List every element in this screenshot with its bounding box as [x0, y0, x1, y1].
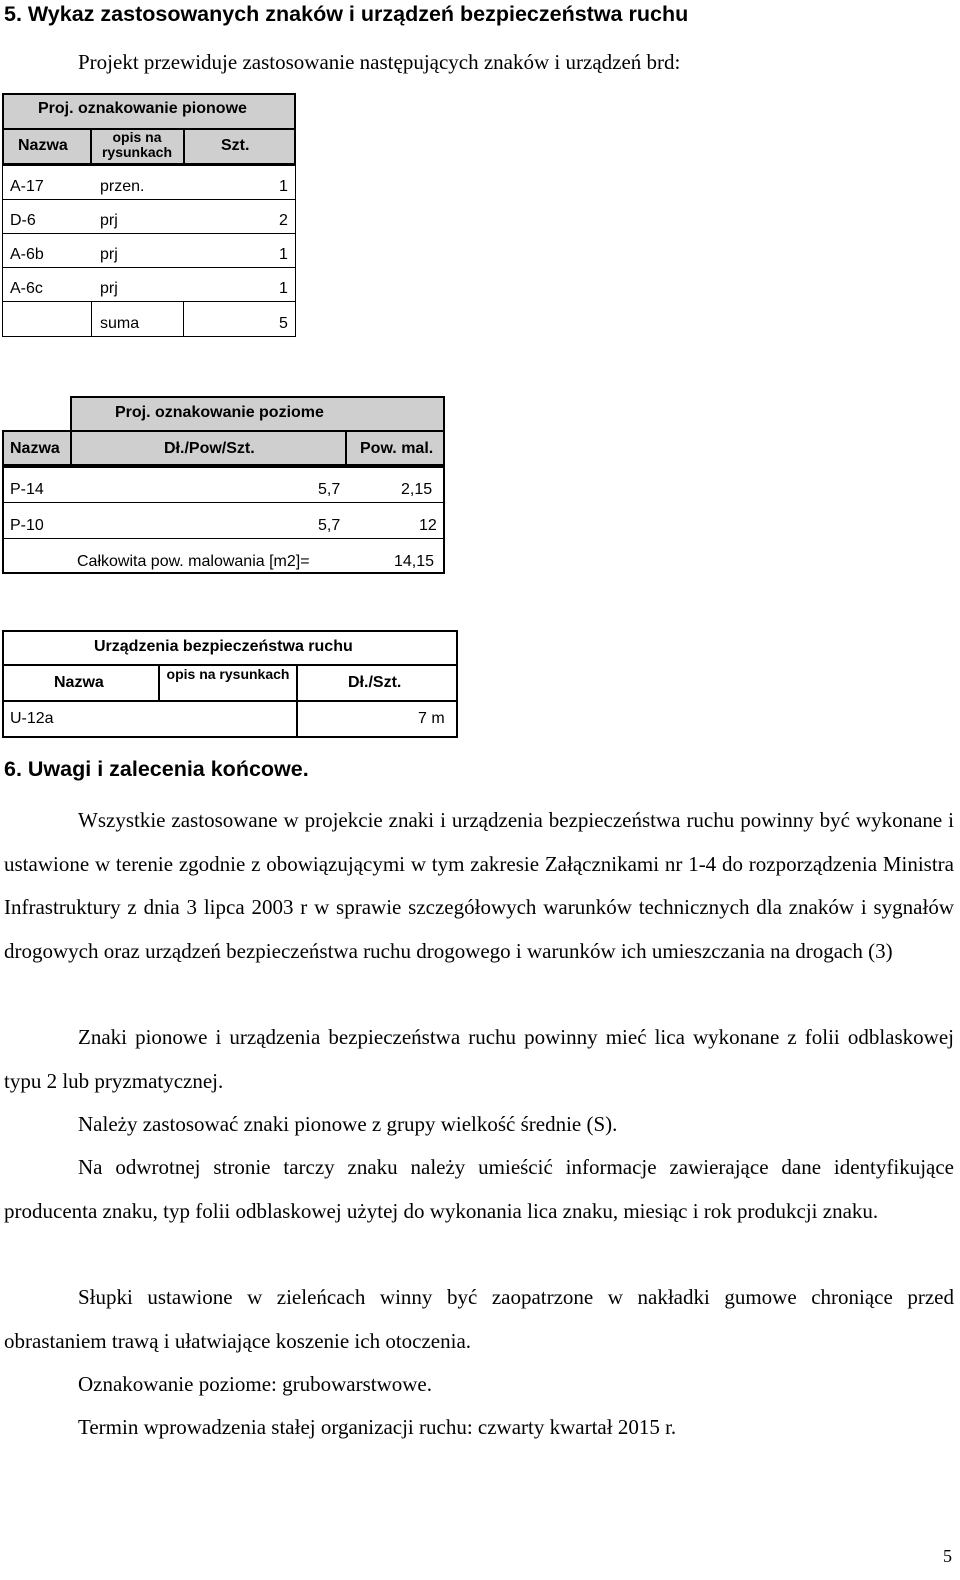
paragraph: Na odwrotnej stronie tarczy znaku należy umieścić informacje zawierające dane identyfikujące producenta znaku, typ folii odblaskowej użytej do wykonania lica znaku, miesiąc i rok produkcji znaku. [4, 1155, 954, 1223]
paragraph: Znaki pionowe i urządzenia bezpieczeństwa ruchu powinny mieć lica wykonane z folii odblaskowej typu 2 lub pryzmatycznej. [4, 1025, 954, 1093]
vertical-signs-table [2, 93, 296, 337]
table-body [2, 165, 296, 337]
total-value: 14,15 [394, 553, 435, 570]
header-desc: opis na rysunkach [101, 129, 173, 160]
horizontal-markings-table [2, 396, 445, 574]
header-name: Nazwa [18, 137, 68, 154]
table-row-area: 12 [419, 517, 437, 534]
table-row-desc: przen. [100, 178, 145, 195]
table-row-name: A-6b [10, 246, 44, 263]
sum-label: suma [100, 315, 140, 332]
table-row-qty: 1 [279, 246, 288, 263]
paragraph: Słupki ustawione w zieleńcach winny być zaopatrzone w nakładki gumowe chroniące przed obrastaniem trawą i ułatwiające koszenie ich otoczenia. [4, 1285, 954, 1353]
sum-value: 5 [279, 315, 288, 332]
table-row-len: 5,7 [318, 481, 341, 498]
section-heading-5: 5. Wykaz zastosowanych znaków i urządzeń bezpieczeństwa ruchu [4, 2, 689, 26]
paragraph: Należy zastosować znaki pionowe z grupy wielkość średnie (S). [78, 1112, 618, 1136]
table-row-desc: prj [100, 280, 118, 297]
paragraph: Oznakowanie poziome: grubowarstwowe. [78, 1372, 432, 1396]
table-row-name: P-14 [10, 481, 44, 498]
safety-devices-title: Urządzenia bezpieczeństwa ruchu [94, 638, 353, 655]
table-row-name: A-6c [10, 280, 43, 297]
safety-devices-table [2, 630, 458, 738]
table-row-name: P-10 [10, 517, 44, 534]
table-row-qty: 1 [279, 280, 288, 297]
table-row-qty: 7 m [418, 710, 445, 727]
header-qty: Dł./Szt. [348, 674, 402, 691]
total-label: Całkowita pow. malowania [m2]= [77, 553, 310, 570]
header-name: Nazwa [10, 440, 60, 457]
intro-text: Projekt przewiduje zastosowanie następujących znaków i urządzeń brd: [78, 50, 681, 74]
table-row-len: 5,7 [318, 517, 341, 534]
table-row-name: D-6 [10, 212, 36, 229]
horizontal-markings-title: Proj. oznakowanie poziome [115, 404, 324, 421]
table-row-desc: prj [100, 246, 118, 263]
vertical-signs-title: Proj. oznakowanie pionowe [38, 100, 247, 117]
header-qty: Szt. [221, 137, 250, 154]
table-row-area: 2,15 [401, 481, 433, 498]
table-row-qty: 1 [279, 178, 288, 195]
section-heading-6: 6. Uwagi i zalecenia końcowe. [4, 757, 309, 781]
paragraph: Termin wprowadzenia stałej organizacji ruchu: czwarty kwartał 2015 r. [78, 1415, 677, 1439]
table-row-name: U-12a [10, 710, 54, 727]
header-name: Nazwa [54, 674, 104, 691]
table-body [2, 700, 458, 738]
paragraph: Wszystkie zastosowane w projekcie znaki i urządzenia bezpieczeństwa ruchu powinny być wykonane i ustawione w terenie zgodnie z obowiązującymi w tym zakresie Załącznikami nr 1-4 do rozporządzenia Ministra Infrastruktury z dnia 3 lipca 2003 r w sprawie szczegółowych warunków technicznych dla znaków i sygnałów drogowych oraz urządzeń bezpieczeństwa ruchu drogowego i warunków ich umieszczania na drogach (3) [4, 808, 954, 963]
table-row-qty: 2 [279, 212, 288, 229]
header-area: Pow. mal. [360, 440, 434, 457]
table-row-desc: prj [100, 212, 118, 229]
table-row-name: A-17 [10, 178, 44, 195]
page-number: 5 [943, 1546, 952, 1566]
header-desc: opis na rysunkach [166, 666, 290, 682]
header-len: Dł./Pow/Szt. [164, 440, 255, 457]
